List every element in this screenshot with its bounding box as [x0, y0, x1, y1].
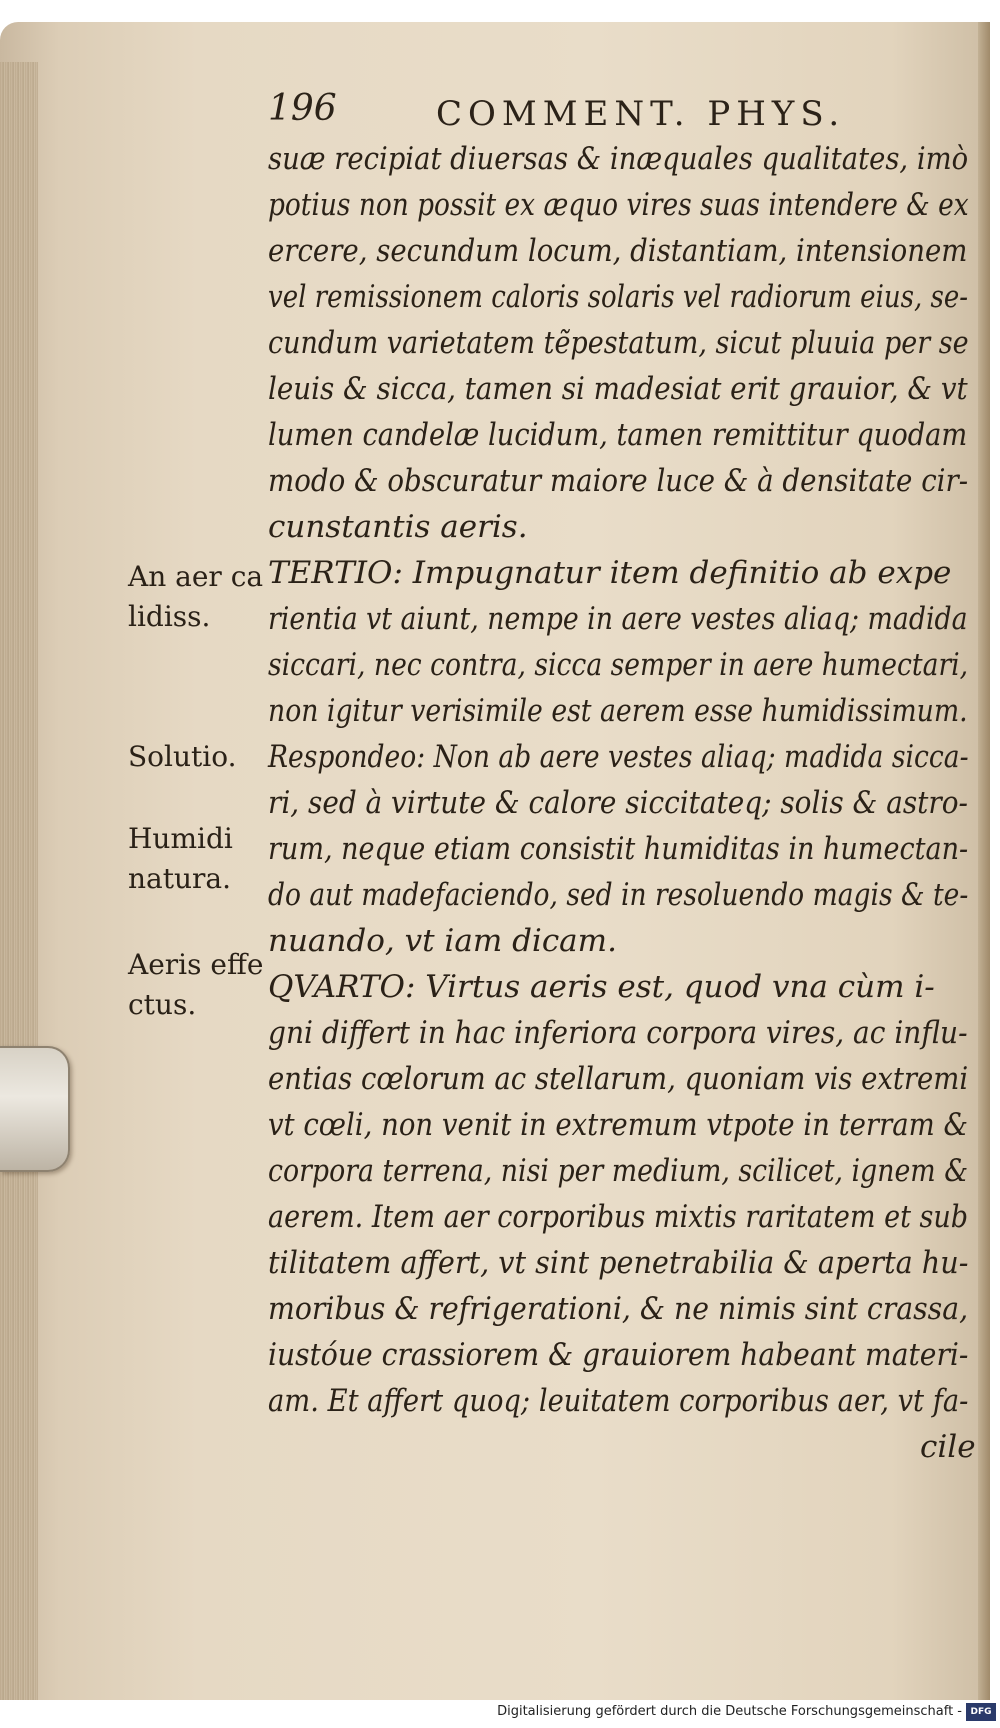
text-line: vel remissionem caloris solaris vel radiorum eius, se-	[268, 279, 969, 315]
text-line: cundum varietatem tẽpestatum, sicut pluuia per se	[268, 325, 969, 361]
text-line: rientia vt aiunt, nempe in aere vestes aliaq; madida	[268, 601, 968, 637]
digitization-credit: Digitalisierung gefördert durch die Deutsche Forschungsgemeinschaft -	[497, 1704, 962, 1719]
text-line: moribus & refrigerationi, & ne nimis sint crassa,	[268, 1291, 969, 1327]
margin-note-an-aer-line-2: lidiss.	[128, 600, 211, 633]
text-line: corpora terrena, nisi per medium, scilicet, ignem &	[268, 1153, 969, 1189]
margin-note-humidi-line-1: Humidi	[128, 822, 233, 855]
text-line: cunstantis aeris.	[268, 509, 528, 545]
text-line: leuis & sicca, tamen si madesiat erit grauior, & vt	[268, 371, 968, 407]
margin-note-aeris-line-1: Aeris effe	[128, 948, 264, 981]
text-line: modo & obscuratur maiore luce & à densitate cir-	[268, 463, 969, 499]
catchword: cile	[920, 1429, 976, 1465]
page-edges-left	[0, 62, 38, 1712]
page-number: 196	[268, 88, 337, 129]
footer-bar	[0, 1700, 1000, 1728]
page-clip	[0, 1046, 70, 1172]
text-line: iustóue crassiorem & grauiorem habeant materi-	[268, 1337, 969, 1373]
dfg-logo: DFG	[966, 1703, 996, 1721]
text-line: lumen candelæ lucidum, tamen remittitur quodam	[268, 417, 968, 453]
text-line: Respondeo: Non ab aere vestes aliaq; madida sicca-	[268, 739, 969, 775]
margin-note-an-aer-line-1: An aer ca	[128, 560, 264, 593]
text-line: tilitatem affert, vt sint penetrabilia & aperta hu-	[268, 1245, 969, 1281]
text-line: am. Et affert quoq; leuitatem corporibus aer, vt fa-	[268, 1383, 969, 1419]
text-line: potius non possit ex æquo vires suas intendere & ex	[268, 187, 969, 223]
running-head	[268, 88, 868, 138]
text-line: siccari, nec contra, sicca semper in aere humectari,	[268, 647, 969, 683]
text-line: non igitur verisimile est aerem esse humidissimum.	[268, 693, 968, 729]
margin-note-humidi-line-2: natura.	[128, 862, 231, 895]
text-line: TERTIO: Impugnatur item definitio ab expe	[268, 555, 952, 591]
text-line: aerem. Item aer corporibus mixtis raritatem et sub	[268, 1199, 969, 1235]
running-head-title: COMMENT. PHYS.	[436, 94, 846, 134]
margin-note-aeris-line-2: ctus.	[128, 988, 197, 1021]
text-line: gni differt in hac inferiora corpora vires, ac influ-	[268, 1015, 968, 1051]
text-line: nuando, vt iam dicam.	[268, 923, 617, 959]
text-line: rum, neque etiam consistit humiditas in humectan-	[268, 831, 969, 867]
text-line: do aut madefaciendo, sed in resoluendo magis & te-	[268, 877, 969, 913]
text-line: suæ recipiat diuersas & inæquales qualitates, imò	[268, 141, 969, 177]
margin-note-solutio: Solutio.	[128, 740, 237, 773]
text-line: ercere, secundum locum, distantiam, intensionem	[268, 233, 968, 269]
text-line: ri, sed à virtute & calore siccitateq; solis & astro-	[268, 785, 968, 821]
text-line: entias cœlorum ac stellarum, quoniam vis extremi	[268, 1061, 969, 1097]
text-line: vt cœli, non venit in extremum vtpote in terram &	[268, 1107, 969, 1143]
text-line: QVARTO: Virtus aeris est, quod vna cùm i-	[268, 969, 935, 1005]
